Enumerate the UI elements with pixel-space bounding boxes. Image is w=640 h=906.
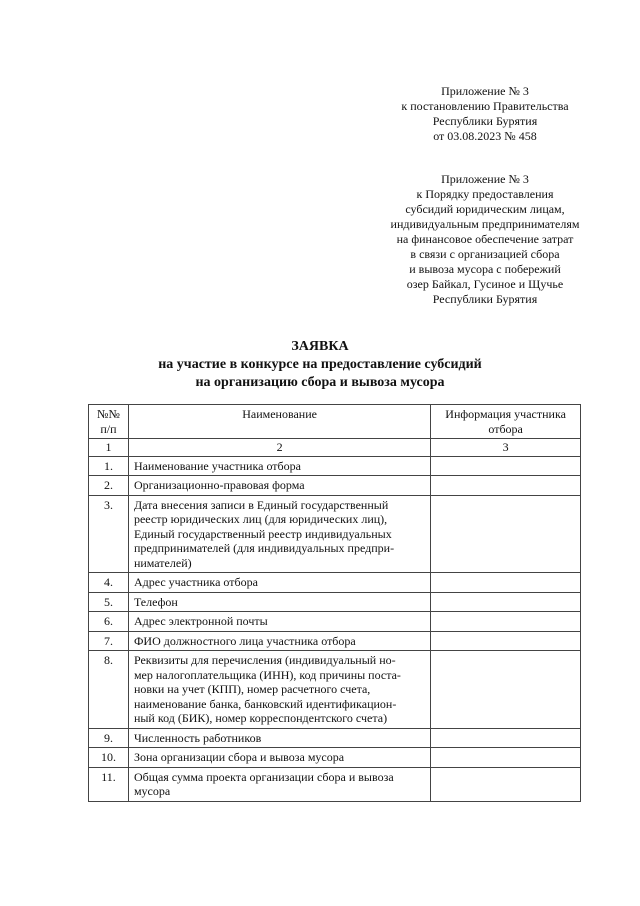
table-row [89, 748, 581, 768]
appendix1-line: Республики Бурятия [432, 114, 538, 128]
row-value-cell[interactable] [431, 767, 581, 801]
title-subtitle-line: на организацию сбора и вывоза мусора [195, 375, 445, 390]
row-number: 10. [89, 748, 129, 768]
document-title [0, 338, 640, 392]
appendix2-line: к Порядку предоставления [416, 187, 554, 201]
row-number: 5. [89, 592, 129, 612]
row-label: Реквизиты для перечисления (индивидуальный но- мер налогоплательщика (ИНН), код причины поста- новки на учет (КПП), номер расчетного счета, наименование банка, банковский идентификацион- ный код (БИК), номер корреспондентского счета) [128, 651, 430, 729]
appendix-procedure [360, 172, 610, 307]
table-row [89, 612, 581, 632]
column-number: 1 [89, 439, 129, 457]
row-number: 9. [89, 728, 129, 748]
title-subtitle-line: на участие в конкурсе на предоставление субсидий [158, 357, 482, 372]
appendix2-line: и вывоза мусора с побережий [409, 262, 561, 276]
header-participant-info: Информация участника отбора [431, 405, 581, 439]
row-number: 4. [89, 573, 129, 593]
row-number: 2. [89, 476, 129, 496]
appendix2-line: в связи с организацией сбора [410, 247, 560, 261]
title-heading: ЗАЯВКА [291, 339, 349, 354]
table-row [89, 476, 581, 496]
header-name: Наименование [128, 405, 430, 439]
row-label: Зона организации сбора и вывоза мусора [128, 748, 430, 768]
row-value-cell[interactable] [431, 592, 581, 612]
appendix1-line: от 03.08.2023 № 458 [433, 129, 537, 143]
row-value-cell[interactable] [431, 495, 581, 573]
row-value-cell[interactable] [431, 573, 581, 593]
row-value-cell[interactable] [431, 612, 581, 632]
appendix1-line: Приложение № 3 [441, 84, 529, 98]
row-number: 3. [89, 495, 129, 573]
column-number-row [89, 439, 581, 457]
row-value-cell[interactable] [431, 631, 581, 651]
table-row [89, 728, 581, 748]
row-value-cell[interactable] [431, 456, 581, 476]
row-value-cell[interactable] [431, 476, 581, 496]
appendix2-line: Приложение № 3 [441, 172, 529, 186]
header-number: №№ п/п [89, 405, 129, 439]
appendix2-line: Республики Бурятия [432, 292, 538, 306]
row-label: Численность работников [128, 728, 430, 748]
table-row [89, 495, 581, 573]
appendix2-line: озер Байкал, Гусиное и Щучье [406, 277, 564, 291]
table-header-row [89, 405, 581, 439]
table-row [89, 767, 581, 801]
row-value-cell[interactable] [431, 748, 581, 768]
row-label: Адрес участника отбора [128, 573, 430, 593]
table-row [89, 651, 581, 729]
table-row [89, 592, 581, 612]
column-number: 2 [128, 439, 430, 457]
row-label: Наименование участника отбора [128, 456, 430, 476]
row-number: 6. [89, 612, 129, 632]
row-label: Адрес электронной почты [128, 612, 430, 632]
row-value-cell[interactable] [431, 651, 581, 729]
row-label: Дата внесения записи в Единый государственный реестр юридических лиц (для юридических лиц), Единый государственный реестр индивидуальных предпринимателей (для индивидуальных предпри- нимателей) [128, 495, 430, 573]
appendix2-line: на финансовое обеспечение затрат [396, 232, 574, 246]
row-number: 11. [89, 767, 129, 801]
table-row [89, 456, 581, 476]
appendix-government-resolution [360, 84, 610, 144]
table-row [89, 573, 581, 593]
row-label: Телефон [128, 592, 430, 612]
row-number: 8. [89, 651, 129, 729]
appendix2-line: индивидуальным предпринимателям [390, 217, 580, 231]
row-value-cell[interactable] [431, 728, 581, 748]
application-form-table [88, 404, 581, 802]
table-row [89, 631, 581, 651]
appendix2-line: субсидий юридическим лицам, [405, 202, 565, 216]
appendix1-line: к постановлению Правительства [401, 99, 569, 113]
row-label: Организационно-правовая форма [128, 476, 430, 496]
row-label: Общая сумма проекта организации сбора и вывоза мусора [128, 767, 430, 801]
row-label: ФИО должностного лица участника отбора [128, 631, 430, 651]
row-number: 7. [89, 631, 129, 651]
row-number: 1. [89, 456, 129, 476]
column-number: 3 [431, 439, 581, 457]
